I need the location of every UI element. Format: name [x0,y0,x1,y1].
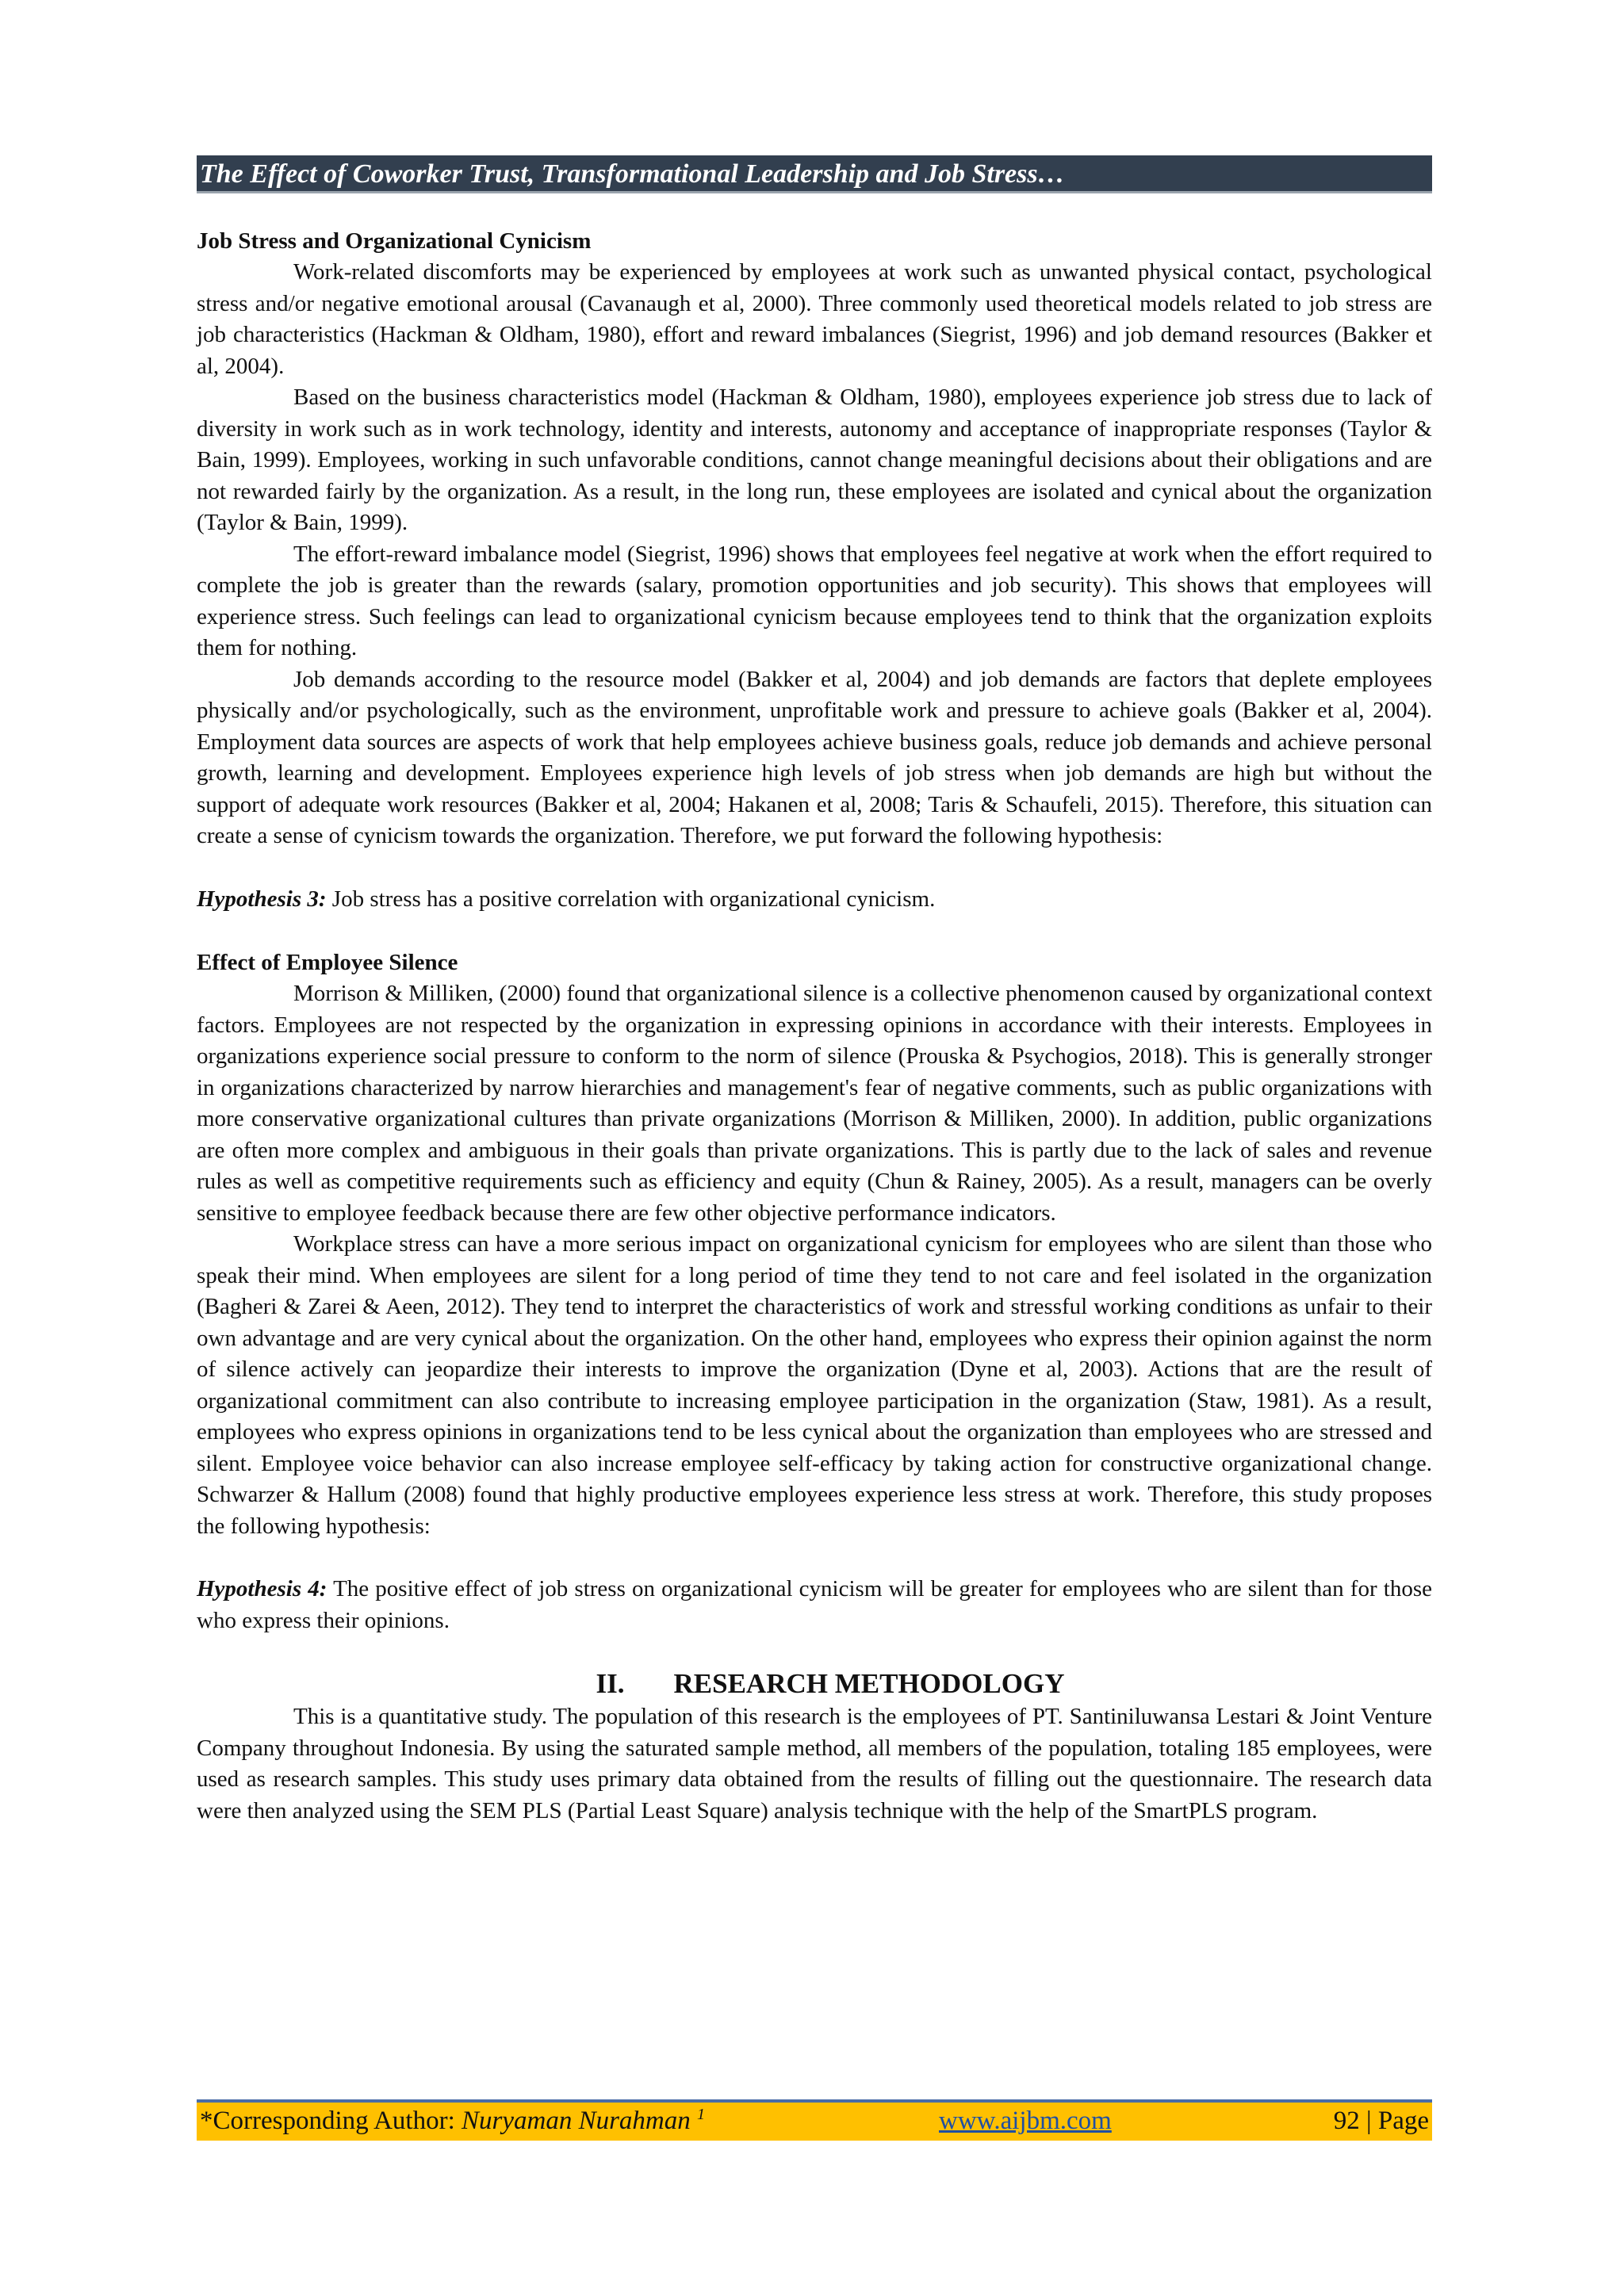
paragraph: Work-related discomforts may be experienced by employees at work such as unwanted physical contact, psychological stress and/or negative emotional arousal (Cavanaugh et al, 2000). Three commonly used theoretical models related to job stress are job characteristics (Hackman & Oldham, 1980), effort and reward imbalances (Siegrist, 1996) and job demand resources (Bakker et al, 2004). [197,259,1432,379]
section-title-text: RESEARCH METHODOLOGY [673,1668,1065,1699]
paragraph: The effort-reward imbalance model (Siegrist, 1996) shows that employees feel negative at work when the effort required to complete the job is greater than the rewards (salary, promotion opportunities and job security). This shows that employees will experience stress. Such feelings can lead to organizational cynicism because employees tend to think that the organization exploits them for nothing. [197,541,1432,660]
running-header [197,155,1432,193]
hypothesis-label: Hypothesis 3: [197,886,327,912]
section-title-methodology [197,1667,1432,1701]
section-heading-employee-silence: Effect of Employee Silence [197,950,458,975]
paragraph: Job demands according to the resource model (Bakker et al, 2004) and job demands are factors that deplete employees physically and/or psychologically, such as the environment, unprofitable work and pressure to achieve goals (Bakker et al, 2004). Employment data sources are aspects of work that help employees achieve business goals, reduce job demands and achieve personal growth, learning and development. Employees experience high levels of job stress when job demands are high but without the support of adequate work resources (Bakker et al, 2004; Hakanen et al, 2008; Taris & Schaufeli, 2015). Therefore, this situation can create a sense of cynicism towards the organization. Therefore, we put forward the following hypothesis: [197,666,1432,848]
hypothesis-3 [197,884,1432,916]
hypothesis-text: Job stress has a positive correlation with organizational cynicism. [326,886,936,912]
hypothesis-4 [197,1574,1432,1636]
author-superscript: 1 [697,2106,706,2123]
page-number: 92 | Page [1333,2107,1429,2135]
paragraph: Morrison & Milliken, (2000) found that organizational silence is a collective phenomenon caused by organizational context factors. Employees are not respected by the organization in expressing opinions in accordance with their interests. Employees in organizations experience social pressure to conform to the norm of silence (Prouska & Psychogios, 2018). This is generally stronger in organizations characterized by narrow hierarchies and management's fear of negative comments, such as public organizations with more conservative organizational cultures than private organizations (Morrison & Milliken, 2000). In addition, public organizations are often more complex and ambiguous in their goals than private organizations. This is partly due to the lack of sales and revenue rules as well as competitive requirements such as efficiency and equity (Chun & Rainey, 2005). As a result, managers can be overly sensitive to employee feedback because there are few other objective performance indicators. [197,981,1432,1226]
paragraph: Based on the business characteristics model (Hackman & Oldham, 1980), employees experience job stress due to lack of diversity in work such as in work technology, identity and interests, autonomy and acceptance of inappropriate responses (Taylor & Bain, 1999). Employees, working in such unfavorable conditions, cannot change meaningful decisions about their obligations and are not rewarded fairly by the organization. As a result, in the long run, these employees are isolated and cynical about the organization (Taylor & Bain, 1999). [197,385,1432,535]
spacer [197,915,1432,947]
author-name-text: Nuryaman Nurahman [461,2107,691,2135]
main-content [197,225,1432,1827]
section-heading-job-stress: Job Stress and Organizational Cynicism [197,228,592,254]
journal-website-link[interactable]: www.aijbm.com [939,2107,1112,2135]
document-page [197,0,1432,2296]
running-header-title: The Effect of Coworker Trust, Transformational Leadership and Job Stress… [200,159,1065,189]
paragraph: This is a quantitative study. The population of this research is the employees of PT. Santiniluwansa Lestari & Joint Venture Company throughout Indonesia. By using the saturated sample method, all members of the population, totaling 185 employees, were used as research samples. This study uses primary data obtained from the results of filling out the questionnaire. The research data were then analyzed using the SEM PLS (Partial Least Square) analysis technique with the help of the SmartPLS program. [197,1704,1432,1823]
spacer [197,852,1432,884]
hypothesis-label: Hypothesis 4: [197,1576,327,1601]
hypothesis-text: The positive effect of job stress on organizational cynicism will be greater for employees who are silent than for those who express their opinions. [197,1576,1432,1633]
spacer [197,1542,1432,1574]
paragraph: Workplace stress can have a more serious impact on organizational cynicism for employees who are silent than those who speak their mind. When employees are silent for a long period of time they tend to not care and feel isolated in the organization (Bagheri & Zarei & Aeen, 2012). They tend to interpret the characteristics of work and stressful working conditions as unfair to their own advantage and are very cynical about the organization. On the other hand, employees who express their opinion against the norm of silence actively can jeopardize their interests to improve the organization (Dyne et al, 2003). Actions that are the result of organizational commitment can also contribute to increasing employee participation in the organization (Staw, 1981). As a result, employees who express opinions in organizations tend to be less cynical about the organization than employees who are stressed and silent. Employee voice behavior can also increase employee self-efficacy by taking action for constructive organizational change. Schwarzer & Hallum (2008) found that highly productive employees experience less stress at work. Therefore, this study proposes the following hypothesis: [197,1231,1432,1539]
spacer [197,1636,1432,1667]
author-name [462,2107,705,2135]
corresponding-label: *Corresponding Author: [200,2107,462,2135]
section-number: II. [596,1668,625,1699]
page-footer [197,2099,1432,2141]
corresponding-author [200,2103,705,2139]
